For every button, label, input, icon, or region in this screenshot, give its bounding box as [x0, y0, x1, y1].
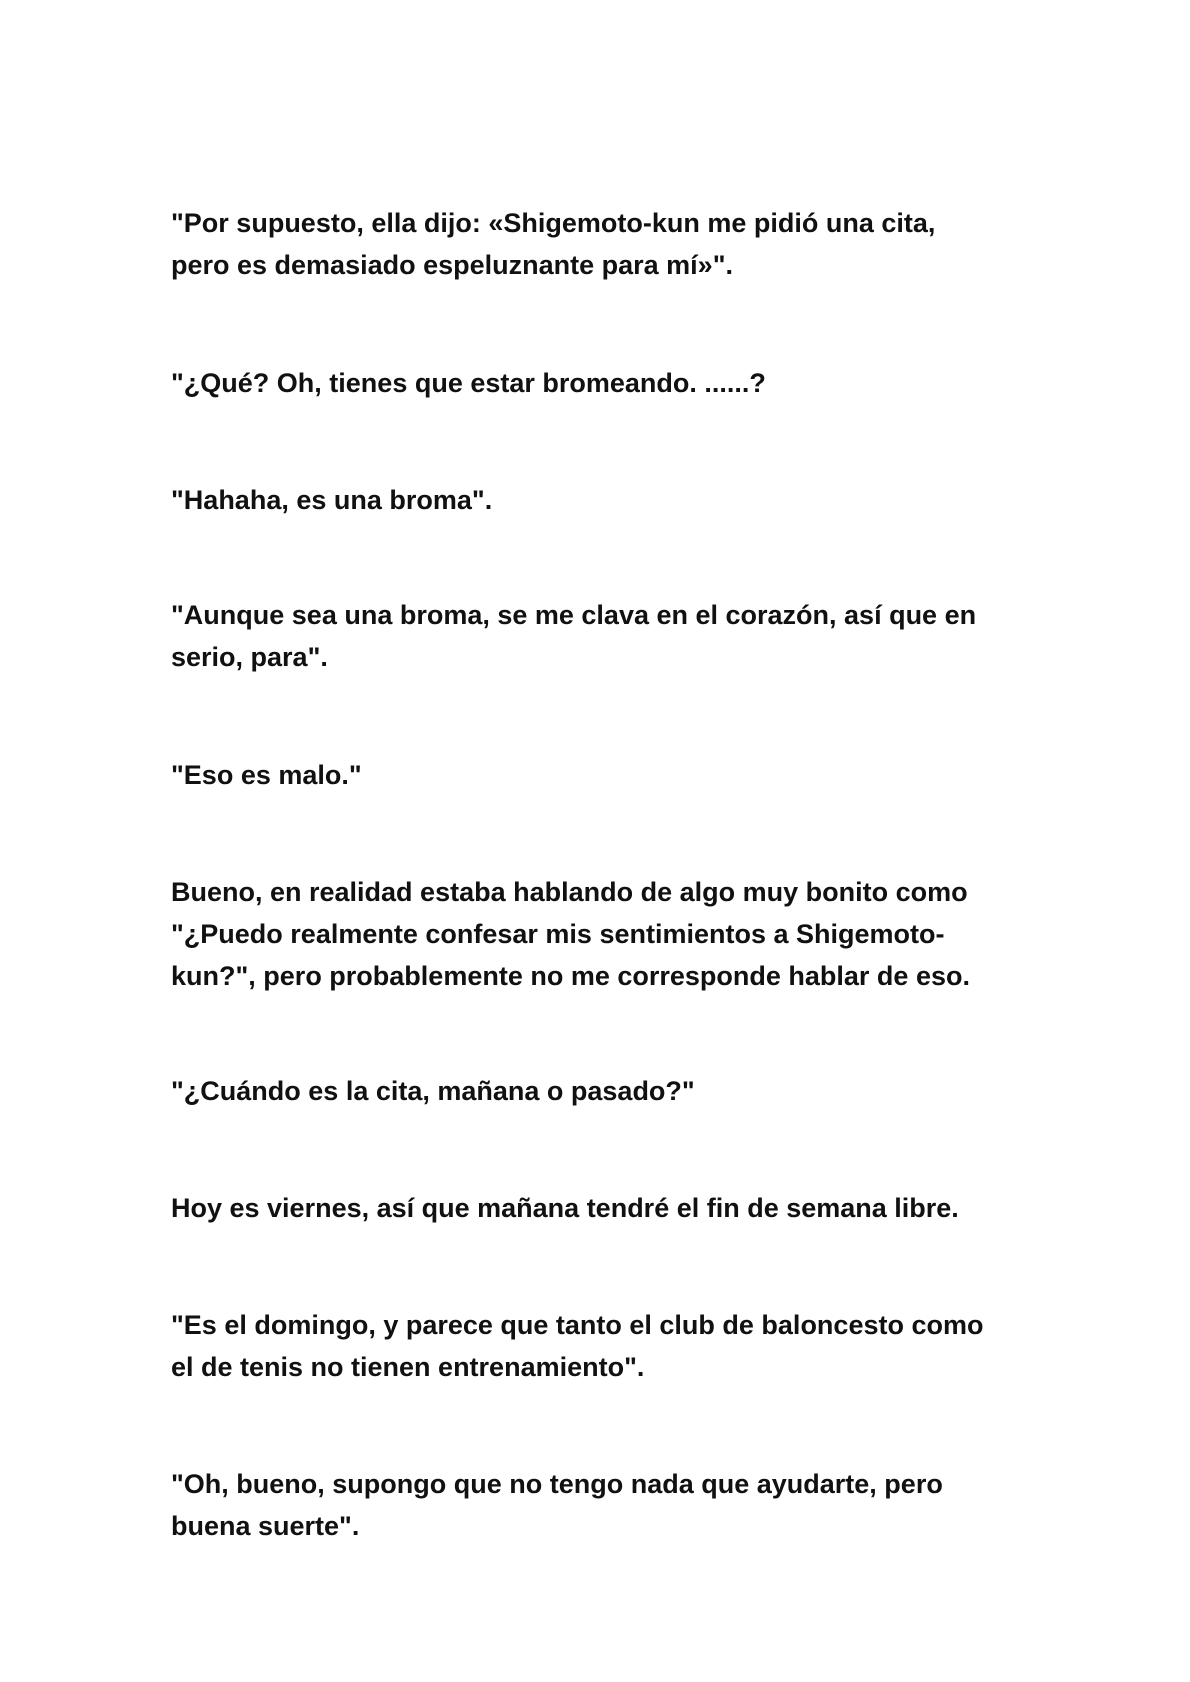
paragraph-narration: Hoy es viernes, así que mañana tendré el fin de semana libre.: [171, 1193, 959, 1223]
paragraph-dialogue: "Oh, bueno, supongo que no tengo nada que ayudarte, pero buena suerte".: [171, 1469, 943, 1541]
paragraph-narration: Bueno, en realidad estaba hablando de algo muy bonito como "¿Puedo realmente confesar mis sentimientos a Shigemoto- kun?", pero probablemente no me corresponde hablar de eso.: [171, 877, 970, 991]
paragraph-dialogue: "Hahaha, es una broma".: [171, 485, 493, 515]
paragraph-dialogue: "Por supuesto, ella dijo: «Shigemoto-kun me pidió una cita, pero es demasiado espeluznante para mí»".: [171, 208, 936, 280]
paragraph-dialogue: "¿Qué? Oh, tienes que estar bromeando. ......?: [171, 368, 766, 398]
paragraph-dialogue: "Eso es malo.": [171, 760, 362, 790]
paragraph-dialogue: "Es el domingo, y parece que tanto el club de baloncesto como el de tenis no tienen entrenamiento".: [171, 1310, 984, 1382]
paragraph-dialogue: "¿Cuándo es la cita, mañana o pasado?": [171, 1076, 695, 1106]
paragraph-dialogue: "Aunque sea una broma, se me clava en el corazón, así que en serio, para".: [171, 600, 977, 672]
